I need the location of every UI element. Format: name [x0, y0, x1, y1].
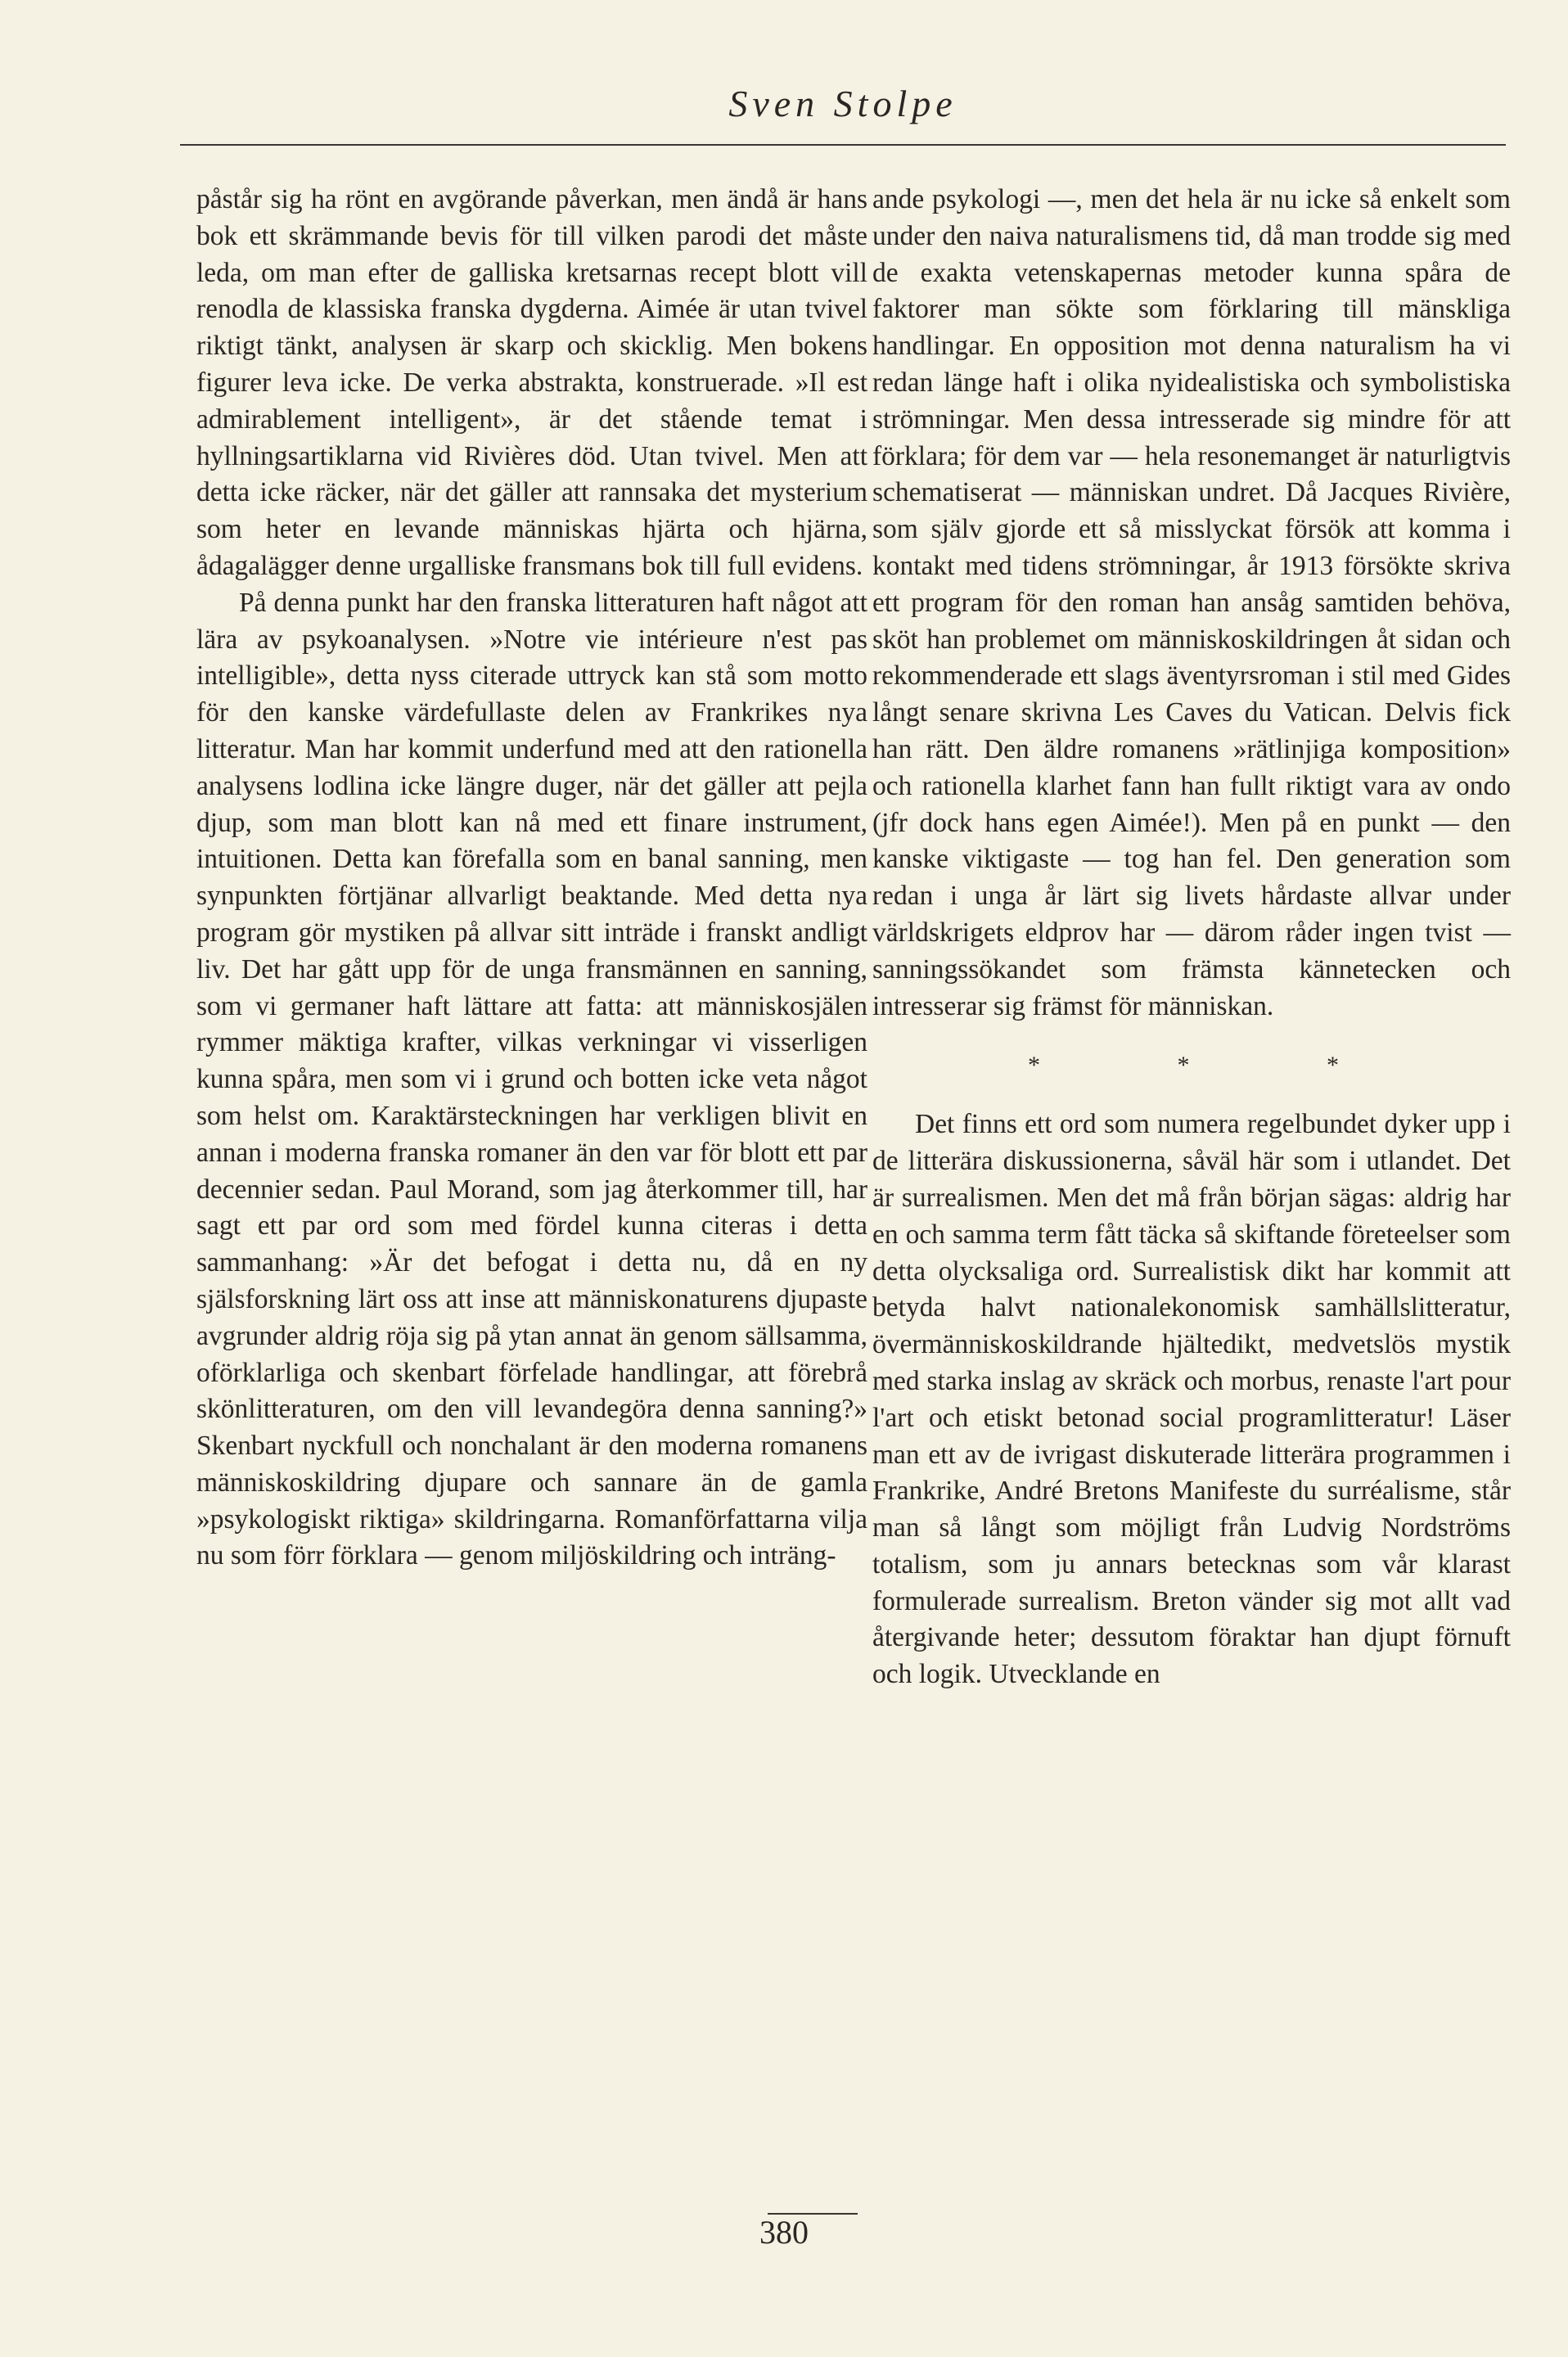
header-rule: [180, 144, 1506, 146]
right-column: [872, 182, 1511, 1693]
running-head: Sven Stolpe: [728, 83, 957, 124]
left-paragraph-2: På denna punkt har den franska litteraturen haft något att lära av psykoanalysen. »Notre vie intérieure n'est pas intelligible», detta nyss citerade uttryck kan stå som motto för den kanske värdefullaste delen av Frankrikes nya litteratur. Man har kommit underfund med att den rationella analysens lodlina icke längre duger, när det gäller att pejla djup, som man blott kan nå med ett finare instrument, intuitionen. Detta kan förefalla som en banal sanning, men synpunkten förtjänar allvarligt beaktande. Med detta nya program gör mystiken på allvar sitt inträde i franskt andligt liv. Det har gått upp för de unga fransmännen en sanning, som vi germaner haft lättare att fatta: att människosjälen rymmer mäktiga krafter, vilkas verkningar vi visserligen kunna spåra, men som vi i grund och botten icke veta något som helst om. Karaktärsteckningen har verkligen blivit en annan i moderna franska romaner än den var för blott ett par decennier sedan. Paul Morand, som jag återkommer till, har sagt ett par ord som med fördel kunna citeras i detta sammanhang: »Är det befogat i detta nu, då en ny själsforskning lärt oss att inse att människonaturens djupaste avgrunder aldrig röja sig på ytan annat än genom sällsamma, oförklarliga och skenbart förfelade handlingar, att förebrå skönlitteraturen, om den vill levandegöra denna sanning?» Skenbart nyckfull och nonchalant är den moderna romanens människoskildring djupare och sannare än de gamla »psykologiskt riktiga» skildringarna. Romanförfattarna vilja nu som förr förklara — genom miljöskildring och inträng-: [196, 587, 867, 1571]
left-column: [196, 182, 867, 1575]
left-paragraph-1: påstår sig ha rönt en avgörande påverkan, men ändå är hans bok ett skrämmande bevis för till vilken parodi det måste leda, om man efter de galliska kretsarnas recept blott vill renodla de klassiska franska dygderna. Aimée är utan tvivel riktigt tänkt, analysen är skarp och skicklig. Men bokens figurer leva icke. De verka abstrakta, konstruerade. »Il est admirablement intelligent», är det stående temat i hyllningsartiklarna vid Rivières död. Utan tvivel. Men att detta icke räcker, när det gäller att rannsaka det mysterium som heter en levande människas hjärta och hjärna, ådagalägger denne urgalliske fransmans bok till full evidens.: [196, 184, 867, 581]
section-asterisms: * * *: [1028, 1052, 1404, 1079]
page-number: 380: [759, 2214, 809, 2251]
right-paragraph-2: Det finns ett ord som numera regelbundet dyker upp i de litterära diskussionerna, såväl här som i utlandet. Det är surrealismen. Men det må från början sägas: aldrig har en och samma term fått täcka så skiftande företeelser som detta olycksaliga ord. Surrealistisk dikt har kommit att betyda halvt nationalekonomisk samhällslitteratur, övermänniskoskildrande hjältedikt, medvetslös mystik med starka inslag av skräck och morbus, renaste l'art pour l'art och etiskt betonad social programlitteratur! Läser man ett av de ivrigast diskuterade litterära programmen i Frankrike, André Bretons Manifeste du surréalisme, står man så långt som möjligt från Ludvig Nordströms totalism, som ju annars betecknas som vår klarast formulerade surrealism. Breton vänder sig mot allt vad återgivande heter; dessutom föraktar han djupt förnuft och logik. Utvecklande en: [872, 1109, 1511, 1690]
right-paragraph-1: ande psykologi —, men det hela är nu icke så enkelt som under den naiva naturalismens tid, då man trodde sig med de exakta vetenskapernas metoder kunna spåra de faktorer man sökte som förklaring till mänskliga handlingar. En opposition mot denna naturalism ha vi redan länge haft i olika nyidealistiska och symbolistiska strömningar. Men dessa intresserade sig mindre för att förklara; för dem var — hela resonemanget är naturligtvis schematiserat — människan undret. Då Jacques Rivière, som själv gjorde ett så misslyckat försök att komma i kontakt med tidens strömningar, år 1913 försökte skriva ett program för den roman han ansåg samtiden behöva, sköt han problemet om människoskildringen åt sidan och rekommenderade ett slags äventyrsroman i stil med Gides långt senare skrivna Les Caves du Vatican. Delvis fick han rätt. Den äldre romanens »rätlinjiga komposition» och rationella klarhet fann han fullt riktigt vara av ondo (jfr dock hans egen Aimée!). Men på en punkt — den kanske viktigaste — tog han fel. Den generation som redan i unga år lärt sig livets hårdaste allvar under världskrigets eldprov har — därom råder ingen tvist — sanningssökandet som främsta kännetecken och intresserar sig främst för människan.: [872, 184, 1511, 1021]
